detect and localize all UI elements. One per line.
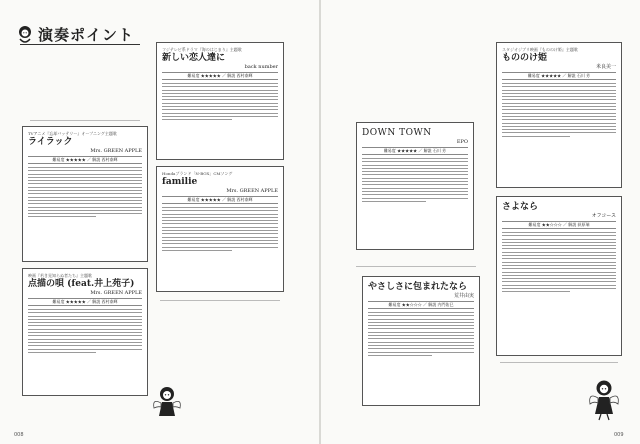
song-artist: Mrs. GREEN APPLE [90, 148, 142, 154]
song-card-atarashii [156, 42, 284, 160]
song-meta: TVアニメ『忘却バッテリー』オープニング主題歌 [28, 131, 117, 136]
song-body-text [368, 312, 474, 356]
song-title: もののけ姫 [502, 53, 548, 63]
song-meta: 映画『若き見知らぬ者たち』主題歌 [28, 273, 92, 278]
decorative-rule [500, 362, 618, 363]
song-body-text [162, 83, 278, 120]
fairy-illustration-icon [150, 382, 184, 422]
song-meta: フジテレビ系ドラマ『海のはじまり』主題歌 [162, 47, 242, 52]
song-card-lilac [22, 126, 148, 262]
song-body-text [502, 83, 616, 137]
song-title: やさしさに包まれたなら [368, 282, 468, 292]
song-card-mononoke [496, 42, 622, 188]
song-body-text [28, 309, 142, 353]
song-card-tenbyou [22, 268, 148, 396]
song-meta: スタジオジブリ映画『もののけ姫』主題歌 [502, 47, 578, 52]
song-artist: back number [244, 64, 278, 70]
song-title: 新しい恋人達に [162, 53, 226, 63]
difficulty-bar: 難易度 ★★★★★ ／ 解説 西村泰輝 [28, 156, 142, 164]
fairy-illustration-icon [586, 376, 622, 422]
song-artist: EPO [456, 139, 468, 145]
song-title: DOWN TOWN [362, 128, 432, 138]
fairy-head-icon [16, 25, 34, 45]
song-artist: Mrs. GREEN APPLE [90, 290, 142, 296]
decorative-rule [356, 266, 476, 267]
song-title: さよなら [502, 202, 539, 212]
song-card-downtown [356, 122, 474, 250]
difficulty-bar: 難易度 ★★☆☆☆ ／ 解説 荻原瑞 [502, 221, 616, 229]
difficulty-bar: 難易度 ★★☆☆☆ ／ 解説 内門佑巳 [368, 301, 474, 309]
song-card-yasashisa [362, 276, 480, 406]
song-artist: 米良美一 [595, 64, 616, 70]
decorative-rule [30, 120, 140, 121]
song-title: 点描の唄 (feat.井上苑子) [28, 279, 135, 289]
song-meta: Hondaブランド「N-BOX」CMソング [162, 171, 233, 176]
difficulty-bar: 難易度 ★★★★★ ／ 解説 西村泰輝 [162, 196, 278, 204]
difficulty-bar: 難易度 ★★★★★ ／ 解説 西村泰輝 [28, 298, 142, 306]
song-body-text [502, 232, 616, 292]
song-artist: オフコース [591, 213, 616, 219]
song-body-text [162, 207, 278, 251]
difficulty-bar: 難易度 ★★★★★ ／ 解説 石川 芳 [362, 147, 468, 155]
song-title: ライラック [28, 137, 73, 147]
song-card-sayonara [496, 196, 622, 356]
song-body-text [362, 158, 468, 202]
header-rule [20, 44, 140, 45]
song-artist: Mrs. GREEN APPLE [226, 188, 278, 194]
page-title: 演奏ポイント [38, 26, 135, 44]
song-artist: 荒井由実 [453, 293, 474, 299]
difficulty-bar: 難易度 ★★★★★ ／ 解説 石川 芳 [502, 72, 616, 80]
page-number-left: 008 [14, 432, 24, 438]
decorative-rule [160, 300, 280, 301]
song-card-familie [156, 166, 284, 292]
page-number-right: 009 [614, 432, 624, 438]
section-header [16, 24, 134, 45]
song-title: familie [162, 177, 198, 187]
song-body-text [28, 167, 142, 217]
difficulty-bar: 難易度 ★★★★★ ／ 解説 西村泰輝 [162, 72, 278, 80]
